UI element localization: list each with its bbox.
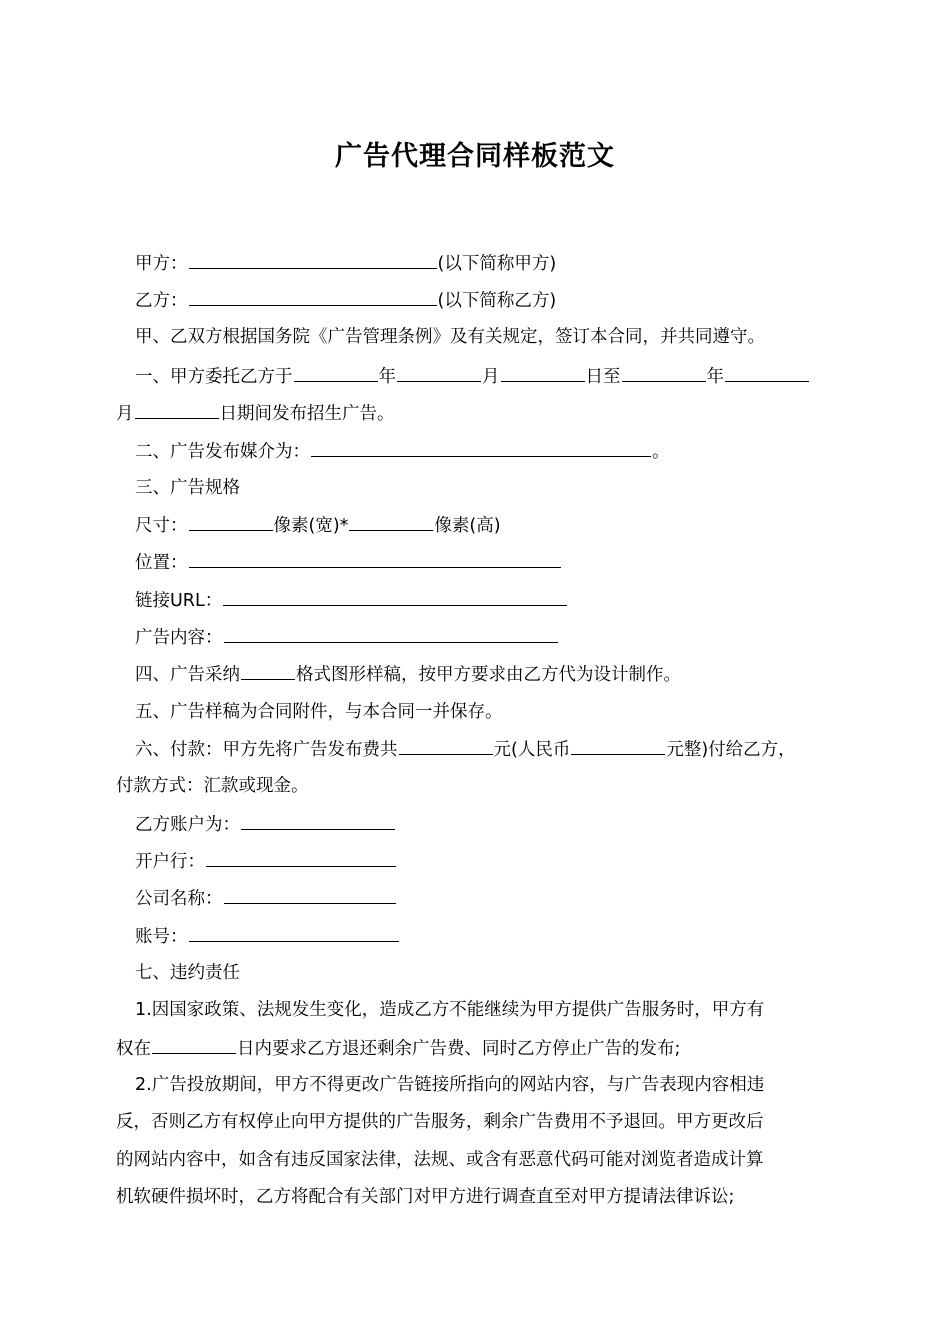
company-line [135,886,397,911]
section-6-line-2: 付款方式：汇款或现金。 [116,776,309,796]
position-blank [189,550,561,568]
fee-amount-blank [399,737,493,755]
media-blank [311,439,651,457]
start-day-blank [501,364,585,382]
period-mark: 。 [652,442,670,462]
account-line [135,812,396,837]
party-a-label: 甲方： [135,254,188,274]
number-label: 账号： [135,927,188,947]
end-day-blank [135,401,219,419]
party-b-suffix: (以下简称乙方) [437,291,557,311]
month-label: 月 [116,404,134,424]
height-unit: 像素(高) [434,516,501,536]
party-b-label: 乙方： [135,291,188,311]
bank-line [135,849,397,874]
clause-2-line-3: 的网站内容中，如含有违反国家法律，法规、或含有恶意代码可能对浏览者造成计算 [116,1150,764,1170]
section-1-line-2 [116,401,395,426]
day-to-label: 日至 [585,367,621,387]
clause-2-line-1: 2.广告投放期间，甲方不得更改广告链接所指向的网站内容，与广告表现内容相违 [135,1075,765,1095]
company-blank [224,886,396,904]
content-blank [224,625,558,643]
url-blank [223,588,567,606]
section-1-text: 一、甲方委托乙方于 [135,367,293,387]
clause-1-line-1: 1.因国家政策、法规发生变化，造成乙方不能继续为甲方提供广告服务时，甲方有 [135,1000,765,1020]
url-label: 链接URL： [135,591,223,611]
position-label: 位置： [135,553,188,573]
section-6-text-c: 元整)付给乙方， [666,740,796,760]
intro-paragraph: 甲、乙双方根据国务院《广告管理条例》及有关规定，签订本合同，并共同遵守。 [135,327,765,347]
section-5-line: 五、广告样稿为合同附件，与本合同一并保存。 [135,702,503,722]
width-blank [189,513,273,531]
section-7-heading: 七、违约责任 [135,963,240,983]
number-blank [189,924,399,942]
bank-label: 开户行： [135,852,205,872]
company-label: 公司名称： [135,889,223,909]
start-month-blank [397,364,481,382]
clause-1-line-2 [116,1036,680,1061]
party-a-suffix: (以下简称甲方) [437,254,557,274]
party-a-line [135,251,556,276]
section-2-line [135,439,670,464]
party-a-blank [189,251,437,269]
bank-blank [206,849,396,867]
height-blank [349,513,433,531]
media-label: 二、广告发布媒介为： [135,442,310,462]
section-4-text-a: 四、广告采纳 [135,665,240,685]
section-4-text-b: 格式图形样稿，按甲方要求由乙方代为设计制作。 [296,665,681,685]
start-year-blank [294,364,378,382]
section-1-tail: 日期间发布招生广告。 [219,404,395,424]
content-line [135,625,559,650]
clause-1-text-c: 日内要求乙方退还剩余广告费、同时乙方停止广告的发布; [237,1039,681,1059]
days-blank [152,1036,236,1054]
document-title: 广告代理合同样板范文 [335,141,615,172]
end-month-blank [725,364,809,382]
clause-1-text-b: 权在 [116,1039,151,1059]
format-blank [241,662,295,680]
section-6-line-1 [135,737,796,762]
account-label: 乙方账户为： [135,815,240,835]
fee-rmb-blank [571,737,665,755]
clause-2-line-2: 反，否则乙方有权停止向甲方提供的广告服务，剩余广告费用不予退回。甲方更改后 [116,1112,764,1132]
party-b-blank [189,288,437,306]
year-label: 年 [706,367,724,387]
year-label: 年 [378,367,396,387]
section-3-heading: 三、广告规格 [135,478,240,498]
content-label: 广告内容： [135,628,223,648]
end-year-blank [622,364,706,382]
section-6-text-a: 六、付款：甲方先将广告发布费共 [135,740,398,760]
size-label: 尺寸： [135,516,188,536]
section-4-line [135,662,681,687]
party-b-line [135,288,556,313]
month-label: 月 [482,367,500,387]
section-1-line-1 [135,364,810,389]
number-line [135,924,400,949]
width-unit: 像素(宽)* [273,516,349,536]
position-line [135,550,562,575]
clause-2-line-4: 机软硬件损坏时，乙方将配合有关部门对甲方进行调查直至对甲方提请法律诉讼; [116,1187,735,1207]
url-line [135,588,568,613]
section-6-text-b: 元(人民币 [493,740,571,760]
size-line [135,513,501,538]
account-blank [241,812,395,830]
